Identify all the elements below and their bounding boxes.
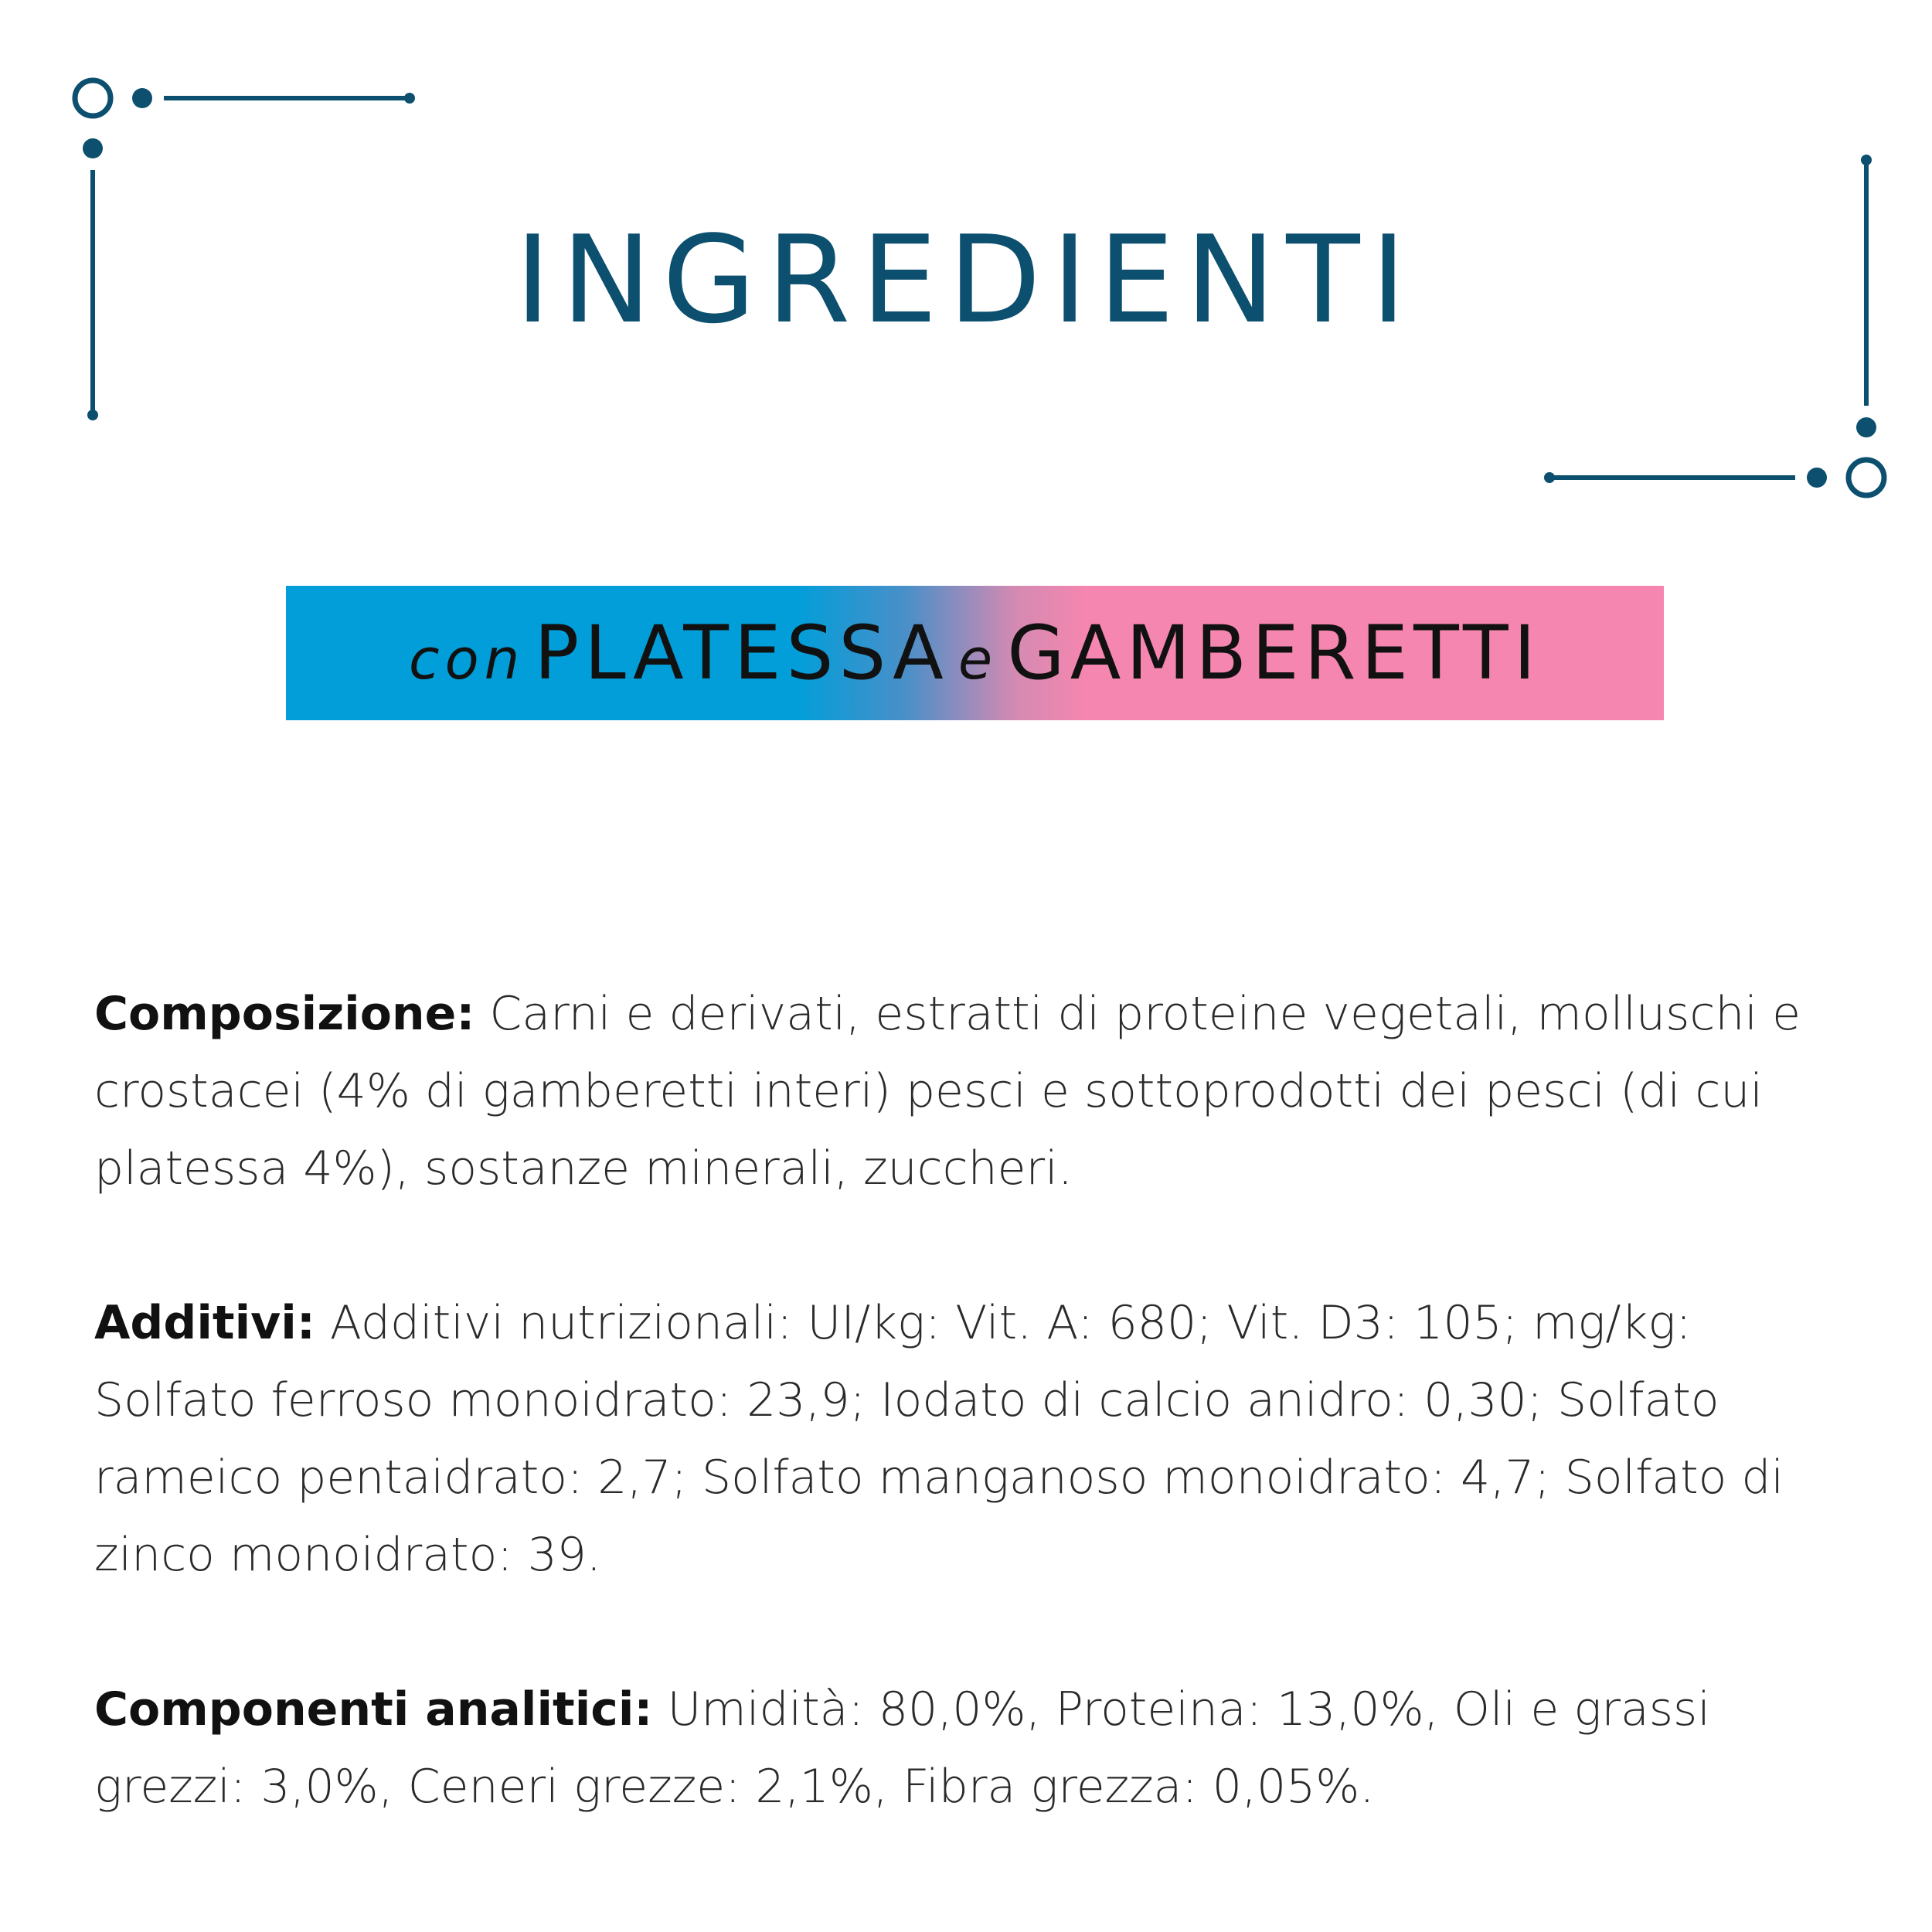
banner-shrimp: GAMBERETTI [1007, 610, 1541, 696]
ornament-dot [132, 88, 152, 108]
composizione-paragraph [94, 975, 1818, 1207]
banner-and: e [957, 627, 998, 692]
page-title: INGREDIENTI [515, 209, 1417, 350]
ornament-dot [1856, 417, 1876, 437]
additivi-paragraph [94, 1284, 1818, 1594]
ingredients-body [94, 975, 1818, 1903]
composizione-label: Composizione: [94, 987, 475, 1041]
ornament-dot [87, 410, 98, 420]
ornament-dot [1807, 468, 1827, 488]
ornament-dot [83, 138, 103, 158]
ornament-ring [1849, 460, 1884, 495]
ornament-dot [1544, 472, 1555, 483]
ornament-dot [404, 93, 415, 104]
flavor-banner-text [409, 610, 1541, 696]
additivi-text: Additivi nutrizionali: UI/kg: Vit. A: 680; Vit. D3: 105; mg/kg: Solfato ferroso monoidrato: 23,9; Iodato di calcio anidro: 0,30; Solfato rameico pentaidrato: 2,7; Solfato manganoso monoidrato: 4,7; Solfato di zinco monoidrato: 39. [94, 1296, 1784, 1582]
flavor-banner [286, 586, 1664, 720]
additivi-label: Additivi: [94, 1296, 315, 1350]
banner-fish: PLATESSA [534, 610, 949, 696]
banner-con: con [409, 627, 526, 692]
componenti-paragraph [94, 1671, 1818, 1825]
composizione-text: Carni e derivati, estratti di proteine vegetali, molluschi e crostacei (4% di gamberetti interi) pesci e sottoprodotti dei pesci (di cui platessa 4%), sostanze minerali, zuccheri. [94, 987, 1801, 1196]
componenti-text: Umidità: 80,0%, Proteina: 13,0%, Oli e grassi grezzi: 3,0%, Ceneri grezze: 2,1%, Fibra grezza: 0,05%. [94, 1682, 1710, 1814]
ornament-ring [75, 80, 111, 116]
componenti-label: Componenti analitici: [94, 1682, 653, 1736]
